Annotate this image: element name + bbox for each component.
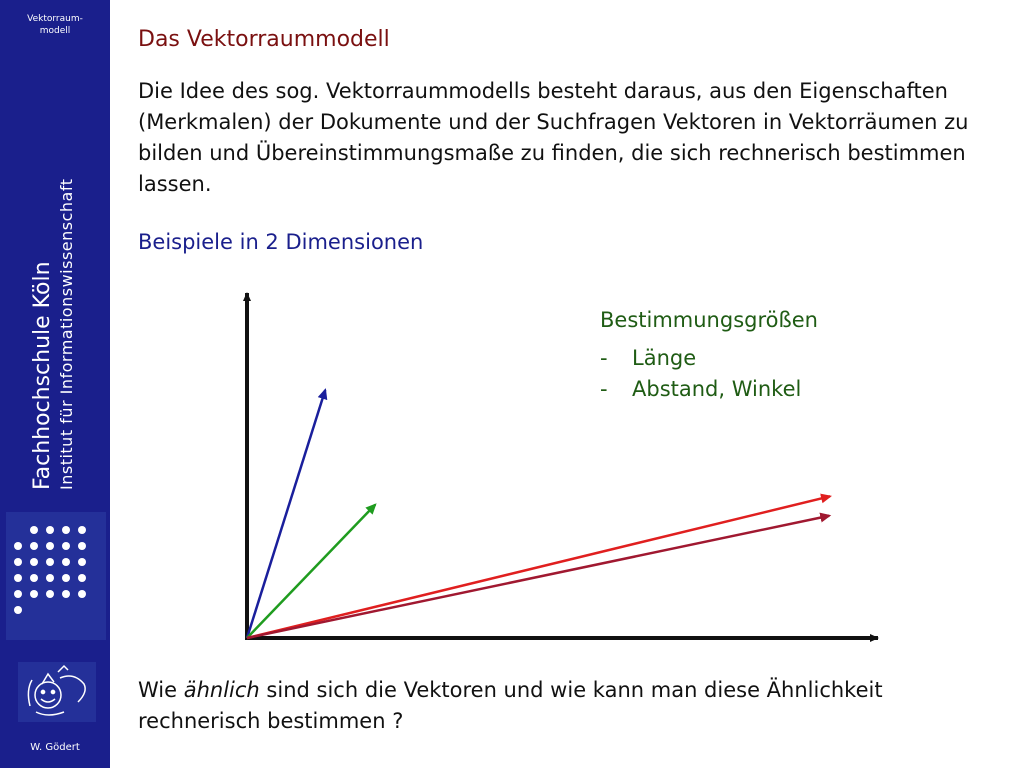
logo-dot	[62, 590, 70, 598]
parameters-heading: Bestimmungsgrößen	[600, 308, 818, 332]
slide-title: Das Vektorraummodell	[138, 27, 390, 52]
list-dash: -	[600, 377, 608, 401]
question-emphasis: ähnlich	[183, 678, 260, 702]
list-dash: -	[600, 346, 608, 370]
author-name: W. Gödert	[30, 742, 80, 753]
vector-arrow	[247, 516, 829, 638]
logo-dot	[78, 542, 86, 550]
logo-dot	[46, 574, 54, 582]
example-heading: Beispiele in 2 Dimensionen	[138, 230, 424, 254]
parameter-distance-angle-label: Abstand, Winkel	[632, 377, 802, 401]
smiley-logo	[18, 662, 96, 722]
logo-dot	[30, 574, 38, 582]
sidebar-topic-text: Vektorraum- modell	[27, 14, 83, 36]
parameter-length-label: Länge	[632, 346, 697, 370]
dot-grid-logo	[6, 512, 106, 640]
logo-dot	[46, 590, 54, 598]
institution-name: Fachhochschule Köln	[30, 261, 55, 490]
logo-dot	[14, 542, 22, 550]
logo-dot	[62, 558, 70, 566]
logo-dot	[46, 558, 54, 566]
logo-dot	[62, 542, 70, 550]
logo-dot	[62, 574, 70, 582]
logo-dot	[78, 590, 86, 598]
logo-dot	[30, 526, 38, 534]
logo-dot	[30, 590, 38, 598]
vector-arrow	[247, 390, 325, 638]
institute-name: Institut für Informationswissenschaft	[57, 178, 76, 490]
institution-vertical-label	[30, 110, 78, 490]
logo-dot	[46, 542, 54, 550]
logo-dot	[14, 590, 22, 598]
dot-grid-logo-graphic	[6, 512, 106, 640]
vector-diagram	[230, 285, 890, 655]
vector-arrow	[247, 496, 830, 638]
logo-dot	[78, 574, 86, 582]
logo-dot	[46, 526, 54, 534]
logo-dot	[30, 558, 38, 566]
smiley-icon	[18, 662, 96, 722]
vector-arrow	[247, 505, 375, 638]
question-prefix: Wie	[138, 678, 184, 702]
logo-dot	[30, 542, 38, 550]
logo-dot	[14, 558, 22, 566]
logo-dot	[14, 606, 22, 614]
logo-dot	[62, 526, 70, 534]
logo-dot	[78, 558, 86, 566]
question-paragraph	[138, 675, 998, 737]
logo-dot	[78, 526, 86, 534]
question-suffix: sind sich die Vektoren und wie kann man diese Ähnlichkeit rechnerisch bestimmen ?	[138, 678, 883, 733]
intro-paragraph: Die Idee des sog. Vektorraummodells besteht daraus, aus den Eigenschaften (Merkmalen) der Dokumente und der Suchfragen Vektoren in Vektorräumen zu bilden und Übereinstimmungsmaße zu finden, die sich rechnerisch bestimmen lassen.	[138, 79, 969, 196]
sidebar-topic-label	[0, 13, 110, 37]
sidebar	[0, 0, 110, 768]
logo-dot	[14, 574, 22, 582]
